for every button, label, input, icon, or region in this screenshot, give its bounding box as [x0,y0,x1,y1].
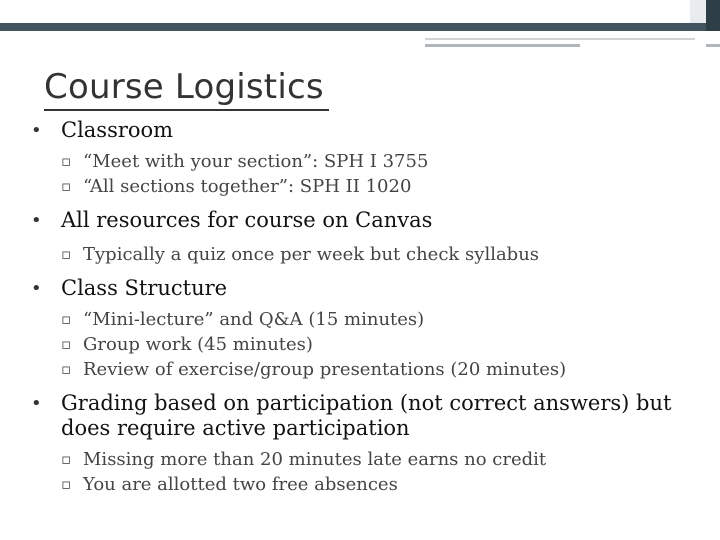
section-resources [28,208,708,233]
section-heading: Class Structure [61,276,228,300]
section-heading: All resources for course on Canvas [61,208,433,232]
sub-bullet-icon: ▫ [61,152,72,170]
section-classroom [28,118,708,143]
sub-bullet-icon: ▫ [61,450,72,468]
bullet-icon: • [31,278,42,299]
section-heading: Classroom [61,118,174,142]
list-item-text: Review of exercise/group presentations (20 minutes) [83,359,567,380]
section-grading [28,391,708,441]
sub-bullet-icon: ▫ [61,360,72,378]
header-rule-corner [706,44,720,47]
list-item-text: “All sections together”: SPH II 1020 [83,176,412,197]
bullet-icon: • [31,120,42,141]
bullet-icon: • [31,393,42,414]
sub-bullet-icon: ▫ [61,177,72,195]
list-item-text: Missing more than 20 minutes late earns no credit [83,449,547,470]
list-item [28,332,708,357]
list-item-text: “Mini-lecture” and Q&A (15 minutes) [83,309,425,330]
list-item [28,242,708,267]
header-rule-thin [425,38,695,40]
list-item [28,149,708,174]
title-underline [44,109,329,111]
list-item-text: Group work (45 minutes) [83,334,313,355]
bullet-icon: • [31,210,42,231]
list-item [28,447,708,472]
sub-bullet-icon: ▫ [61,245,72,263]
list-item-text: You are allotted two free absences [83,474,398,495]
header-accent-light [690,0,706,23]
slide-content [28,118,708,497]
header-bar [0,23,706,31]
sub-bullet-icon: ▫ [61,475,72,493]
header-bar-corner [706,0,720,31]
header-rule-thick [425,44,580,47]
section-heading: Grading based on participation (not correct answers) but does require active participation [61,391,672,440]
slide-title: Course Logistics [44,67,324,107]
list-item-text: Typically a quiz once per week but check syllabus [83,244,540,265]
list-item [28,174,708,199]
list-item [28,472,708,497]
sub-bullet-icon: ▫ [61,310,72,328]
section-class-structure [28,276,708,301]
list-item [28,357,708,382]
list-item [28,307,708,332]
sub-bullet-icon: ▫ [61,335,72,353]
list-item-text: “Meet with your section”: SPH I 3755 [83,151,429,172]
